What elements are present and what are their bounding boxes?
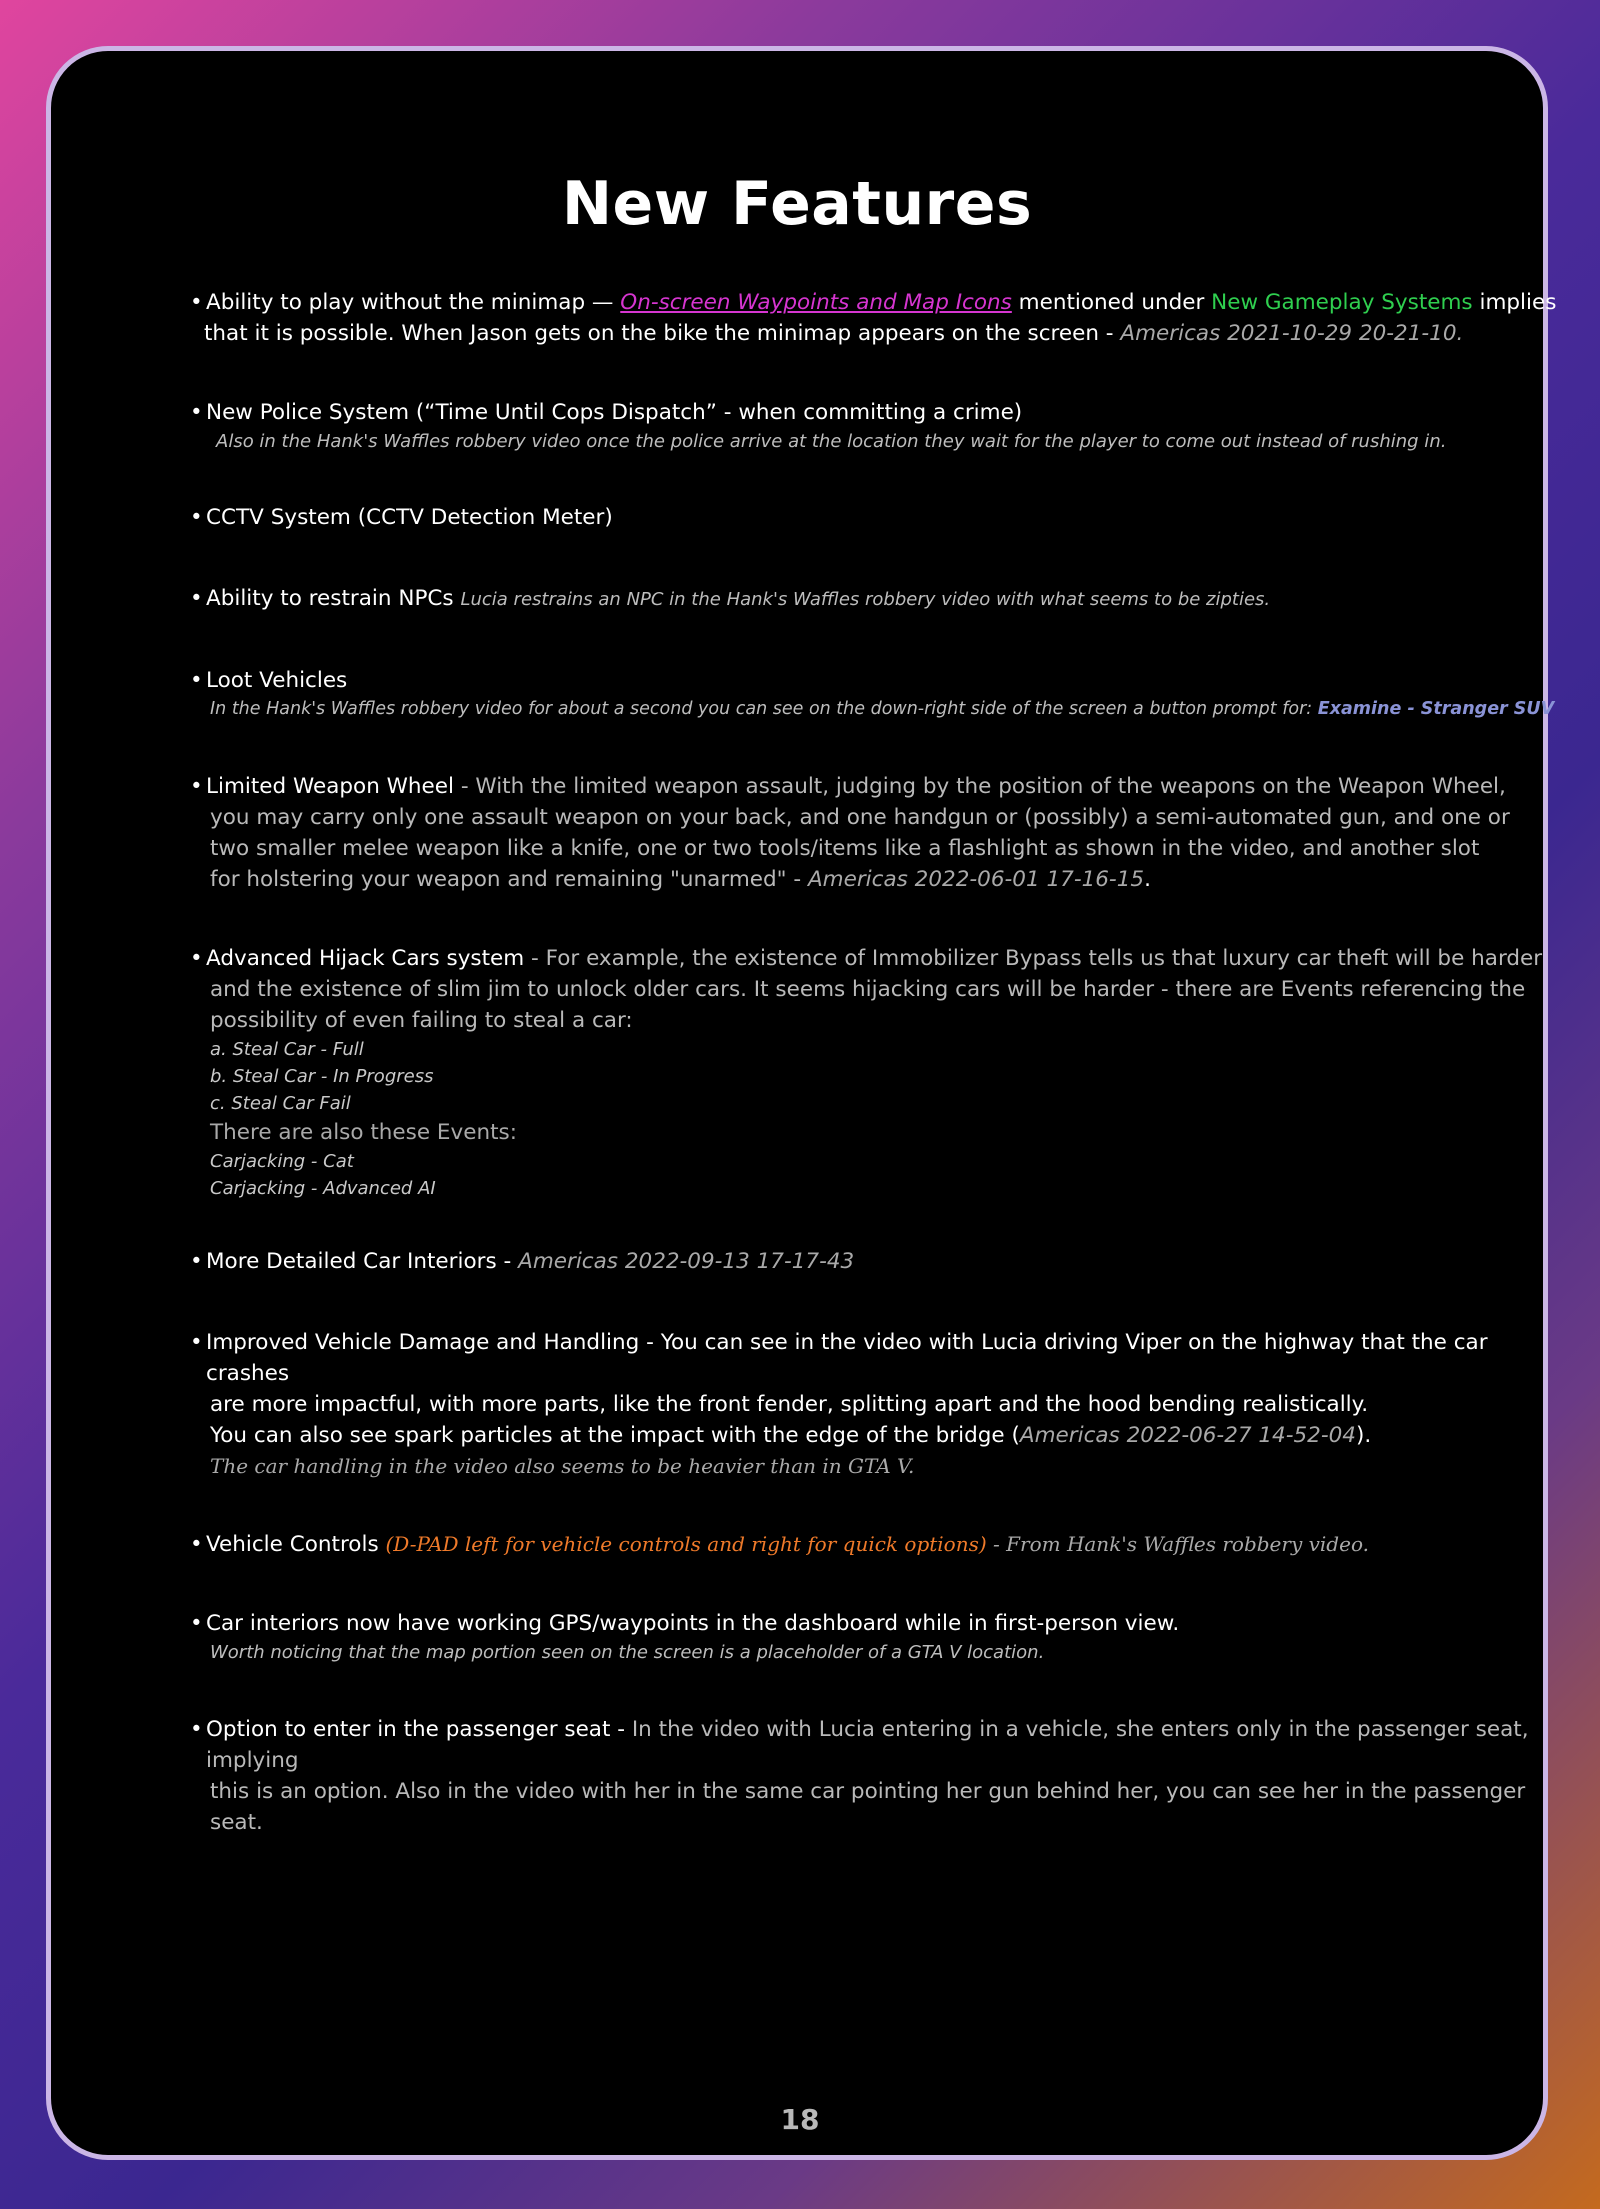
weapon-line1: - With the limited weapon assault, judging by the position of the weapons on the Weapon Wheel, [454,774,1506,799]
minimap-tail: implies [1472,290,1557,315]
minimap-lead: Ability to play without the minimap — [206,290,621,315]
damage-line3: You can also see spark particles at the impact with the edge of the bridge ( [210,1423,1020,1448]
feature-restrain [186,583,1566,615]
loot-title: • Loot Vehicles [206,668,348,693]
weapon-title: Limited Weapon Wheel [206,774,454,799]
feature-gps [186,1608,1566,1666]
feature-hijack [186,943,1566,1202]
interiors-title: More Detailed Car Interiors [206,1249,497,1274]
feature-minimap [186,287,1566,349]
interiors-ref: Americas 2022-09-13 17-17-43 [518,1249,855,1274]
hijack-event-a: a. Steal Car - Full [210,1039,364,1060]
page-card [46,46,1557,2160]
passenger-line1: In the video with Lucia entering in a vehicle, she enters only in the passenger seat, implying [206,1717,1529,1773]
damage-line1: • Improved Vehicle Damage and Handling - You can see in the video with Lucia driving Viper on the highway that the car crashes [206,1330,1488,1386]
feature-loot [186,665,1566,723]
hijack-line2: and the existence of slim jim to unlock older cars. It seems hijacking cars will be harder - there are Events referencing the [210,977,1526,1002]
passenger-title: Option to enter in the passenger seat - [206,1717,632,1742]
controls-orange: (D-PAD left for vehicle controls and right for quick options) [385,1532,987,1556]
hijack-event-b: b. Steal Car - In Progress [210,1066,434,1087]
loot-note: In the Hank's Waffles robbery video for about a second you can see on the down-right side of the screen a button prompt for: [210,699,1318,719]
feature-weapon-wheel [186,771,1566,895]
weapon-line2: you may carry only one assault weapon on your back, and one handgun or (possibly) a semi-automated gun, and one or [210,805,1510,830]
feature-interiors [186,1246,1566,1277]
hijack-event2-cat: Carjacking - Cat [210,1151,354,1172]
gps-note: Worth noticing that the map portion seen on the screen is a placeholder of a GTA V location. [210,1642,1045,1663]
hijack-event-c: c. Steal Car Fail [210,1093,351,1114]
police-note: Also in the Hank's Waffles robbery video once the police arrive at the location they wait for the player to come out instead of rushing in. [216,431,1447,452]
gps-title: • Car interiors now have working GPS/waypoints in the dashboard while in first-person view. [206,1611,1180,1636]
weapon-line3: two smaller melee weapon like a knife, one or two tools/items like a flashlight as shown in the video, and another slot [210,836,1480,861]
controls-title: Vehicle Controls [206,1532,379,1557]
hijack-line3: possibility of even failing to steal a car: [210,1008,633,1033]
hijack-event2-ai: Carjacking - Advanced AI [210,1178,436,1199]
police-title: • New Police System (“Time Until Cops Dispatch” - when committing a crime) [206,400,1023,425]
minimap-line2: that it is possible. When Jason gets on the bike the minimap appears on the screen - [204,321,1121,346]
minimap-ref: Americas 2021-10-29 20-21-10. [1120,321,1464,346]
feature-damage [186,1327,1566,1482]
damage-line2: are more impactful, with more parts, like the front fender, splitting apart and the hood bending realistically. [210,1392,1369,1417]
hijack-line1: - For example, the existence of Immobilizer Bypass tells us that luxury car theft will be harder [524,946,1543,971]
feature-cctv [186,502,1566,533]
feature-police [186,397,1566,455]
minimap-mid: mentioned under [1011,290,1212,315]
hijack-also: There are also these Events: [210,1120,517,1145]
damage-line3-end: ). [1355,1423,1372,1448]
gameplay-systems-ref: New Gameplay Systems [1211,290,1473,315]
hijack-title: Advanced Hijack Cars system [206,946,525,971]
weapon-line4: for holstering your weapon and remaining "unarmed" - [210,867,808,892]
restrain-note: Lucia restrains an NPC in the Hank's Waffles robbery video with what seems to be zipties. [460,589,1271,610]
weapon-end: . [1144,867,1151,892]
cctv-title: • CCTV System (CCTV Detection Meter) [206,505,613,530]
feature-list [186,287,1566,1838]
weapon-ref: Americas 2022-06-01 17-16-15 [807,867,1145,892]
controls-tail: - From Hank's Waffles robbery video. [986,1532,1369,1556]
page-title: New Features [561,169,1033,239]
feature-passenger [186,1714,1566,1838]
feature-controls [186,1529,1566,1560]
loot-prompt: Examine - Stranger SUV [1317,699,1555,719]
damage-note: The car handling in the video also seems to be heavier than in GTA V. [210,1454,915,1478]
passenger-line2: this is an option. Also in the video with her in the same car pointing her gun behind her, you can see her in the passenger seat. [210,1779,1526,1835]
waypoints-link[interactable]: On-screen Waypoints and Map Icons [620,290,1012,315]
interiors-sep: - [496,1249,519,1274]
restrain-title: Ability to restrain NPCs [206,586,454,611]
damage-ref: Americas 2022-06-27 14-52-04 [1019,1423,1356,1448]
page-number: 18 [780,2103,820,2136]
